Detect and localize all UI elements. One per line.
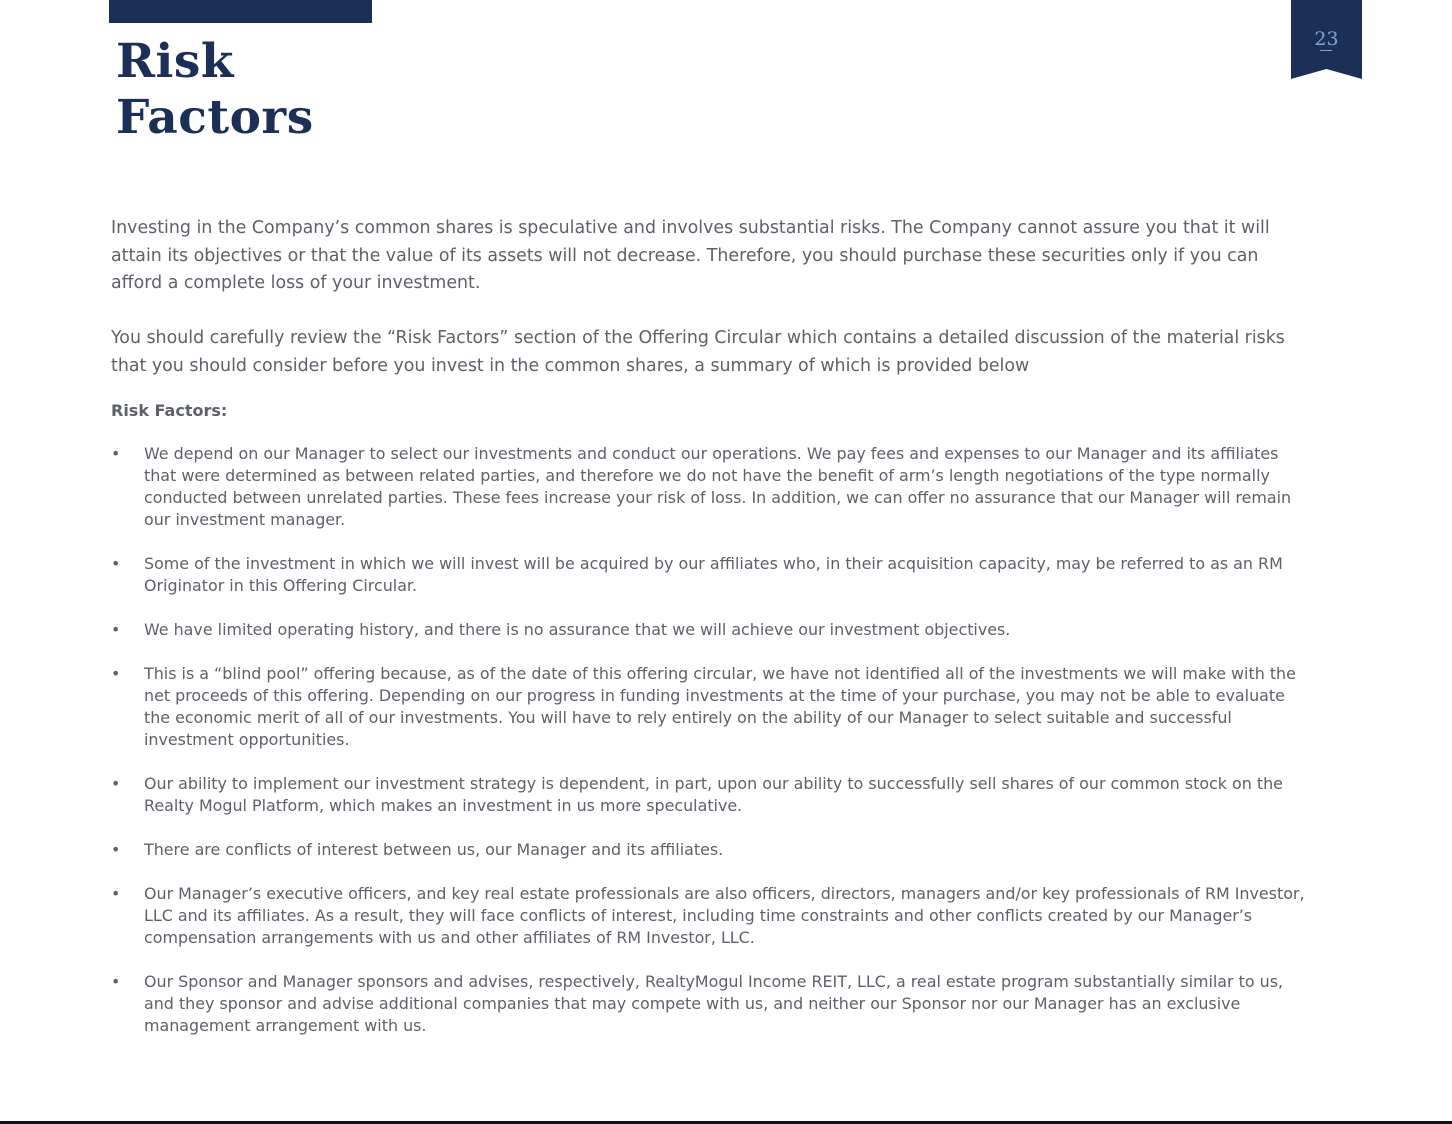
list-item <box>111 619 1306 641</box>
list-item <box>111 553 1306 597</box>
list-item <box>111 663 1306 751</box>
list-item <box>111 883 1306 949</box>
bullet-icon: • <box>111 840 121 859</box>
header-accent-bar <box>109 0 372 23</box>
bullet-icon: • <box>111 620 121 639</box>
list-item-text: Some of the investment in which we will invest will be acquired by our affiliates who, in their acquisition capacity, may be referred to as an RM Originator in this Offering Circular. <box>144 554 1283 595</box>
page-number-underline <box>1320 50 1332 51</box>
page-title-line-2: Factors <box>116 90 314 145</box>
intro-paragraph-1: Investing in the Company’s common shares is speculative and involves substantial risks. The Company cannot assure you that it will attain its objectives or that the value of its assets will not decrease. Therefore, you should purchase these securities only if you can afford a complete loss of your investment. <box>111 218 1270 293</box>
risk-factors-list <box>111 443 1306 1059</box>
list-item-text: We have limited operating history, and there is no assurance that we will achieve our investment objectives. <box>144 620 1011 639</box>
bullet-icon: • <box>111 554 121 573</box>
page-title-line-1: Risk <box>116 34 234 89</box>
bullet-icon: • <box>111 774 121 793</box>
list-item-text: Our ability to implement our investment strategy is dependent, in part, upon our ability to successfully sell shares of our common stock on the Realty Mogul Platform, which makes an investment in us more speculative. <box>144 774 1283 815</box>
list-item-text: We depend on our Manager to select our investments and conduct our operations. We pay fees and expenses to our Manager and its affiliates that were determined as between related parties, and therefore we do not have the benefit of arm’s length negotiations of the type normally conducted between unrelated parties. These fees increase your risk of loss. In addition, we can offer no assurance that our Manager will remain our investment manager. <box>144 444 1292 529</box>
page-title <box>116 34 314 146</box>
list-item <box>111 443 1306 531</box>
list-item <box>111 971 1306 1037</box>
bullet-icon: • <box>111 444 121 463</box>
bullet-icon: • <box>111 972 121 991</box>
risk-factors-heading: Risk Factors: <box>111 401 228 420</box>
list-item <box>111 839 1306 861</box>
list-item-text: There are conflicts of interest between us, our Manager and its affiliates. <box>144 840 724 859</box>
bullet-icon: • <box>111 884 121 903</box>
list-item-text: Our Manager’s executive officers, and key real estate professionals are also officers, directors, managers and/or key professionals of RM Investor, LLC and its affiliates. As a result, they will face conflicts of interest, including time constraints and other conflicts created by our Manager’s compensation arrangements with us and other affiliates of RM Investor, LLC. <box>144 884 1305 947</box>
page-number: 23 <box>1314 28 1339 50</box>
list-item-text: This is a “blind pool” offering because, as of the date of this offering circular, we have not identified all of the investments we will make with the net proceeds of this offering. Depending on our progress in funding investments at the time of your purchase, you may not be able to evaluate the economic merit of all of our investments. You will have to rely entirely on the ability of our Manager to select suitable and successful investment opportunities. <box>144 664 1296 749</box>
list-item-text: Our Sponsor and Manager sponsors and advises, respectively, RealtyMogul Income REIT, LLC, a real estate program substantially similar to us, and they sponsor and advise additional companies that may compete with us, and neither our Sponsor nor our Manager has an exclusive management arrangement with us. <box>144 972 1284 1035</box>
bullet-icon: • <box>111 664 121 683</box>
list-item <box>111 773 1306 817</box>
intro-paragraph-2: You should carefully review the “Risk Factors” section of the Offering Circular which contains a detailed discussion of the material risks that you should consider before you invest in the common shares, a summary of which is provided below <box>111 328 1285 376</box>
